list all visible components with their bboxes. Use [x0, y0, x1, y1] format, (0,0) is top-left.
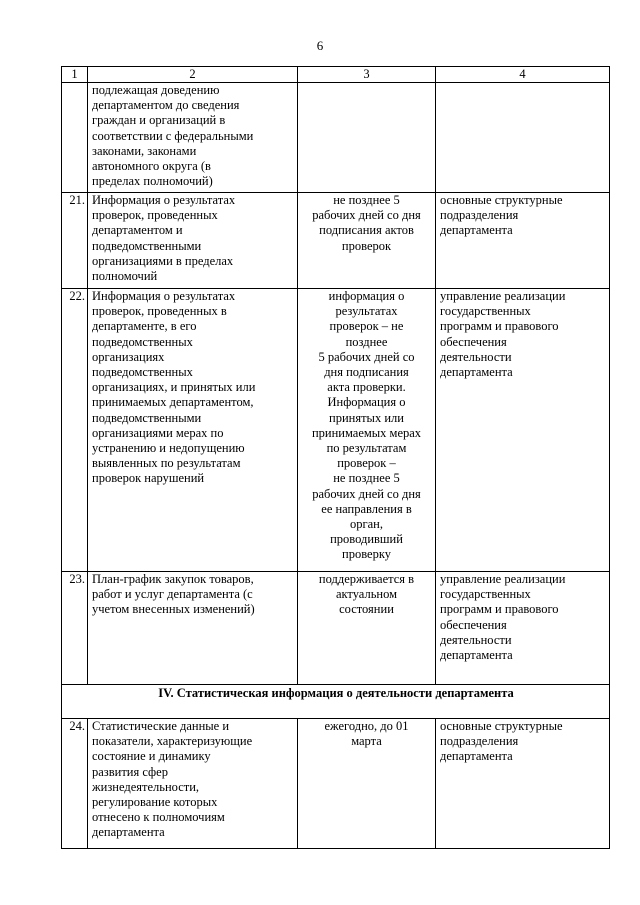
- deadline-line: проверок: [341, 238, 392, 253]
- deadline-line: принятых или: [329, 410, 404, 425]
- info-title-line: департаментом и: [92, 223, 183, 238]
- header-cell-4: 4: [436, 67, 610, 83]
- info-title-cell: [88, 83, 298, 193]
- responsible-line: управление реализации: [440, 289, 566, 303]
- info-title-line: граждан и организаций в: [92, 113, 226, 128]
- info-title-line: отнесено к полномочиям: [92, 810, 225, 825]
- table-row: [62, 572, 610, 685]
- deadline-line: проводивший: [330, 532, 403, 547]
- deadline-line: принимаемых мерах: [311, 425, 422, 440]
- info-title-line: соответствии с федеральными: [92, 128, 254, 143]
- info-title-line: пределах полномочий): [92, 174, 213, 189]
- table-row: [62, 719, 610, 849]
- responsible-line: деятельности: [440, 349, 512, 364]
- row-number: 23.: [62, 572, 88, 685]
- deadline-line: позднее: [345, 334, 388, 349]
- info-title-line: принимаемых департаментом,: [92, 395, 254, 410]
- deadline-line: проверок – не: [329, 319, 404, 334]
- info-title-line: подведомственными: [92, 238, 202, 253]
- page-number: 6: [316, 38, 324, 53]
- deadline-line: результатах: [335, 304, 398, 319]
- row-number: [62, 83, 88, 193]
- row-number: 21.: [62, 193, 88, 289]
- info-title-line: развития сфер: [92, 764, 168, 779]
- responsible-line: департамента: [440, 223, 513, 238]
- responsible-cell: [436, 289, 610, 572]
- responsible-line: подразделения: [440, 208, 519, 223]
- info-title-line: Статистические данные и: [92, 719, 230, 733]
- header-cell-2: 2: [88, 67, 298, 83]
- info-title-line: подведомственных: [92, 365, 193, 380]
- responsible-cell: [436, 193, 610, 289]
- responsible-line: департамента: [440, 648, 513, 663]
- info-title-line: жизнедеятельности,: [92, 779, 200, 794]
- responsible-line: подразделения: [440, 734, 519, 749]
- document-table: [61, 66, 610, 849]
- deadline-line: орган,: [350, 517, 383, 532]
- deadline-line: по результатам: [326, 441, 407, 456]
- info-title-line: департаменте, в его: [92, 319, 197, 334]
- info-title-line: проверок, проведенных: [92, 208, 218, 223]
- responsible-line: государственных: [440, 587, 531, 602]
- deadline-line: рабочих дней со дня: [312, 208, 421, 223]
- info-title-line: регулирование которых: [92, 795, 218, 810]
- responsible-line: обеспечения: [440, 617, 507, 632]
- responsible-line: управление реализации: [440, 572, 566, 586]
- info-title-line: организациях, и принятых или: [92, 380, 256, 395]
- info-title-line: законами, законами: [92, 143, 197, 158]
- responsible-line: департамента: [440, 365, 513, 380]
- info-title-line: полномочий: [92, 269, 158, 284]
- responsible-cell: [436, 719, 610, 849]
- responsible-line: деятельности: [440, 632, 512, 647]
- table-row: [62, 289, 610, 572]
- info-title-line: департаментом до сведения: [92, 98, 240, 113]
- info-title-line: Информация о результатах: [92, 289, 236, 303]
- header-row: [62, 67, 610, 83]
- info-title-cell: [88, 719, 298, 849]
- info-title-line: выявленных по результатам: [92, 456, 241, 471]
- deadline-line: подписания актов: [319, 223, 414, 238]
- info-title-line: организациями в пределах: [92, 253, 234, 268]
- responsible-line: программ и правового: [440, 602, 559, 617]
- deadline-cell: [298, 719, 436, 849]
- info-title-cell: [88, 572, 298, 685]
- deadline-line: проверку: [342, 547, 391, 562]
- table-row: [62, 83, 610, 193]
- row-number: 24.: [62, 719, 88, 849]
- info-title-line: проверок нарушений: [92, 471, 205, 486]
- responsible-line: обеспечения: [440, 334, 507, 349]
- responsible-cell: [436, 572, 610, 685]
- header-cell-1: 1: [62, 67, 88, 83]
- info-title-line: состояние и динамику: [92, 749, 211, 764]
- deadline-line: Информация о: [327, 395, 406, 410]
- section-row: [62, 685, 610, 719]
- deadline-cell: [298, 83, 436, 193]
- info-title-line: подведомственными: [92, 410, 202, 425]
- info-title-line: организациях: [92, 349, 165, 364]
- info-title-line: проверок, проведенных в: [92, 304, 227, 319]
- deadline-line: состоянии: [339, 602, 394, 617]
- info-title-cell: [88, 289, 298, 572]
- deadline-line: актуальном: [335, 587, 398, 602]
- info-title-line: План-график закупок товаров,: [92, 572, 254, 586]
- deadline-cell: [298, 193, 436, 289]
- responsible-line: департамента: [440, 749, 513, 764]
- info-title-line: автономного округа (в: [92, 159, 211, 174]
- deadline-line: рабочих дней со дня: [312, 486, 421, 501]
- deadline-line: поддерживается в: [318, 572, 415, 586]
- table-row: [62, 193, 610, 289]
- deadline-line: ее направления в: [321, 501, 412, 516]
- deadline-line: марта: [351, 734, 382, 749]
- responsible-line: основные структурные: [440, 719, 563, 733]
- deadline-line: информация о: [328, 289, 405, 303]
- responsible-line: основные структурные: [440, 193, 563, 207]
- info-title-line: устранению и недопущению: [92, 441, 245, 456]
- info-title-line: организациями мерах по: [92, 425, 224, 440]
- info-title-line: подведомственных: [92, 334, 193, 349]
- row-number: 22.: [62, 289, 88, 572]
- deadline-line: не позднее 5: [333, 193, 400, 207]
- info-title-cell: [88, 193, 298, 289]
- deadline-line: ежегодно, до 01: [324, 719, 409, 733]
- section-title: IV. Статистическая информация о деятельности департамента: [62, 685, 610, 719]
- info-title-line: подлежащая доведению: [92, 83, 220, 97]
- info-title-line: учетом внесенных изменений): [92, 602, 255, 617]
- deadline-cell: [298, 289, 436, 572]
- deadline-cell: [298, 572, 436, 685]
- deadline-line: дня подписания: [324, 365, 409, 380]
- info-title-line: показатели, характеризующие: [92, 734, 253, 749]
- info-title-line: работ и услуг департамента (с: [92, 587, 253, 602]
- deadline-line: акта проверки.: [327, 380, 406, 395]
- responsible-line: государственных: [440, 304, 531, 319]
- deadline-line: не позднее 5: [333, 471, 400, 486]
- responsible-line: программ и правового: [440, 319, 559, 334]
- deadline-line: проверок –: [337, 456, 396, 471]
- header-cell-3: 3: [298, 67, 436, 83]
- responsible-cell: [436, 83, 610, 193]
- deadline-line: 5 рабочих дней со: [318, 349, 415, 364]
- info-title-line: Информация о результатах: [92, 193, 236, 207]
- info-title-line: департамента: [92, 825, 165, 840]
